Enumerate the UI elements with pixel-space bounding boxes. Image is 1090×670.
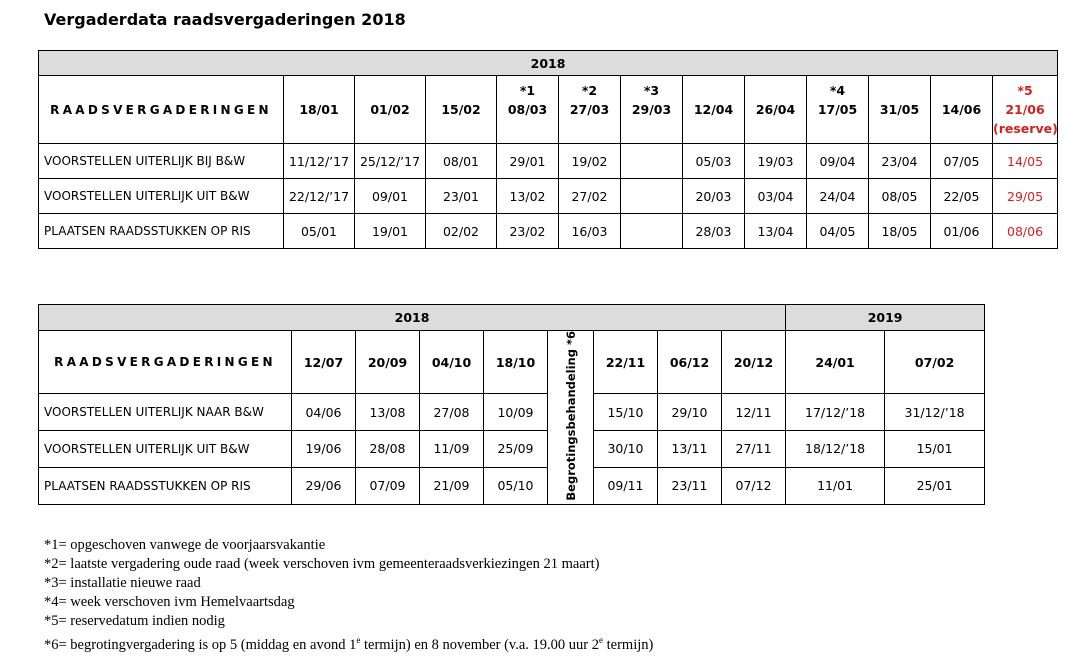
table-cell: 12/11	[722, 394, 786, 431]
footnote-6-part: termijn)	[603, 636, 654, 653]
footnote-6	[44, 631, 653, 655]
table-cell: 15/01	[885, 431, 985, 468]
footnote-marker: *2	[581, 83, 598, 98]
table-cell	[621, 214, 683, 249]
meeting-date-header	[426, 76, 497, 144]
footnote-marker	[745, 81, 806, 100]
table-cell: 14/05	[993, 144, 1058, 179]
vertical-label: Begrotingsbehandeling *6	[563, 331, 578, 501]
meeting-date: 15/02	[441, 102, 481, 117]
footnote-3: *3= installatie nieuwe raad	[44, 575, 201, 591]
table-cell: 09/11	[594, 467, 658, 504]
header-label: RAADSVERGADERINGEN	[39, 331, 292, 394]
table-cell: 22/05	[931, 179, 993, 214]
schedule-table-2018-second-half	[38, 304, 985, 505]
table-cell: 27/11	[722, 431, 786, 468]
footnotes	[44, 536, 653, 655]
table-cell: 24/04	[807, 179, 869, 214]
table-cell: 13/02	[497, 179, 559, 214]
meeting-date-header	[993, 76, 1058, 144]
table-cell: 25/01	[885, 467, 985, 504]
footnote-marker	[869, 81, 930, 100]
footnote-marker	[284, 81, 354, 100]
reserve-label	[497, 119, 558, 138]
footnote-marker: *3	[643, 83, 660, 98]
table-cell: 07/05	[931, 144, 993, 179]
table-cell: 03/04	[745, 179, 807, 214]
table-cell: 28/08	[356, 431, 420, 468]
meeting-date: 08/03	[507, 102, 548, 117]
meeting-date: 18/01	[299, 102, 339, 117]
table-cell: 22/12/’17	[284, 179, 355, 214]
row-label: VOORSTELLEN UITERLIJK BIJ B&W	[39, 144, 284, 179]
footnote-marker	[931, 81, 992, 100]
meeting-date: 26/04	[755, 102, 796, 117]
footnote-marker	[683, 81, 744, 100]
table-cell: 28/03	[683, 214, 745, 249]
page-title: Vergaderdata raadsvergaderingen 2018	[44, 10, 406, 29]
table-cell: 07/12	[722, 467, 786, 504]
meeting-date: 01/02	[370, 102, 410, 117]
table-cell: 18/05	[869, 214, 931, 249]
table-cell: 23/04	[869, 144, 931, 179]
meeting-date: 27/03	[569, 102, 610, 117]
footnote-2: *2= laatste vergadering oude raad (week verschoven ivm gemeenteraadsverkiezingen 21 maart)	[44, 556, 600, 572]
table-cell: 09/01	[355, 179, 426, 214]
table-row	[39, 144, 1058, 179]
table-cell: 04/06	[292, 394, 356, 431]
table-cell: 15/10	[594, 394, 658, 431]
row-label: VOORSTELLEN UITERLIJK NAAR B&W	[39, 394, 292, 431]
table-cell: 29/06	[292, 467, 356, 504]
meeting-date-header	[355, 76, 426, 144]
meeting-date: 24/01	[786, 331, 885, 394]
footnote-marker	[426, 81, 496, 100]
table-cell: 08/05	[869, 179, 931, 214]
table-cell: 17/12/’18	[786, 394, 885, 431]
table-row	[39, 214, 1058, 249]
superscript: e	[356, 635, 361, 645]
meeting-date-header	[931, 76, 993, 144]
meeting-date-header	[284, 76, 355, 144]
year-band: 2018	[39, 51, 1058, 76]
meeting-date-header	[559, 76, 621, 144]
meeting-date-header	[497, 76, 559, 144]
table-cell: 13/04	[745, 214, 807, 249]
reserve-label	[284, 119, 354, 138]
table-cell: 13/08	[356, 394, 420, 431]
meeting-date: 06/12	[658, 331, 722, 394]
meeting-date: 22/11	[594, 331, 658, 394]
table-cell: 29/01	[497, 144, 559, 179]
meeting-date: 12/07	[292, 331, 356, 394]
table-cell: 11/01	[786, 467, 885, 504]
footnote-marker: *4	[829, 83, 846, 98]
meeting-date: 21/06	[1005, 102, 1045, 117]
reserve-label	[931, 119, 992, 138]
table-cell	[621, 144, 683, 179]
reserve-label	[869, 119, 930, 138]
table-cell: 11/09	[420, 431, 484, 468]
table-cell: 19/02	[559, 144, 621, 179]
table-row	[39, 394, 985, 431]
table-cell: 16/03	[559, 214, 621, 249]
row-label: PLAATSEN RAADSSTUKKEN OP RIS	[39, 467, 292, 504]
table-cell: 05/01	[284, 214, 355, 249]
table-cell: 27/08	[420, 394, 484, 431]
meeting-date: 14/06	[941, 102, 982, 117]
table-cell: 23/11	[658, 467, 722, 504]
row-label: VOORSTELLEN UITERLIJK UIT B&W	[39, 431, 292, 468]
row-label: PLAATSEN RAADSSTUKKEN OP RIS	[39, 214, 284, 249]
table-cell	[621, 179, 683, 214]
footnote-6-part: termijn) en 8 november (v.a. 19.00 uur 2	[360, 636, 600, 653]
meeting-date-header	[869, 76, 931, 144]
table-row	[39, 431, 985, 468]
table-cell: 10/09	[484, 394, 548, 431]
meeting-date-header	[683, 76, 745, 144]
table-cell: 29/05	[993, 179, 1058, 214]
reserve-label	[807, 119, 868, 138]
table-cell: 20/03	[683, 179, 745, 214]
reserve-label	[355, 119, 425, 138]
table-cell: 21/09	[420, 467, 484, 504]
table-cell: 05/03	[683, 144, 745, 179]
budget-session-column	[548, 331, 594, 505]
table-cell: 19/01	[355, 214, 426, 249]
table-cell: 08/01	[426, 144, 497, 179]
table-cell: 27/02	[559, 179, 621, 214]
table-cell: 02/02	[426, 214, 497, 249]
table-cell: 23/01	[426, 179, 497, 214]
meeting-date-header	[745, 76, 807, 144]
footnote-marker: *1	[519, 83, 536, 98]
footnote-5: *5= reservedatum indien nodig	[44, 613, 225, 629]
year-band-2019: 2019	[786, 305, 985, 331]
meeting-date: 29/03	[631, 102, 672, 117]
meeting-date: 04/10	[420, 331, 484, 394]
table-cell: 07/09	[356, 467, 420, 504]
meeting-date: 17/05	[817, 102, 858, 117]
footnote-6-part: *6= begrotingvergadering is op 5 (middag en avond 1	[44, 636, 357, 653]
year-band-2018: 2018	[39, 305, 786, 331]
table-cell: 31/12/’18	[885, 394, 985, 431]
table-cell: 09/04	[807, 144, 869, 179]
table-cell: 11/12/’17	[284, 144, 355, 179]
meeting-date: 31/05	[879, 102, 920, 117]
superscript: e	[599, 635, 604, 645]
table-cell: 08/06	[993, 214, 1058, 249]
reserve-label	[621, 119, 682, 138]
meeting-date: 07/02	[885, 331, 985, 394]
reserve-label: (reserve)	[993, 121, 1058, 136]
table-cell: 23/02	[497, 214, 559, 249]
table-cell: 25/09	[484, 431, 548, 468]
reserve-label	[683, 119, 744, 138]
footnote-marker	[355, 81, 425, 100]
schedule-table-2018-first-half	[38, 50, 1058, 249]
meeting-date: 20/12	[722, 331, 786, 394]
footnote-4: *4= week verschoven ivm Hemelvaartsdag	[44, 594, 295, 610]
meeting-date-header	[621, 76, 683, 144]
table-cell: 18/12/’18	[786, 431, 885, 468]
table-cell: 19/06	[292, 431, 356, 468]
footnote-marker: *5	[1017, 83, 1033, 98]
table-cell: 30/10	[594, 431, 658, 468]
header-label: RAADSVERGADERINGEN	[39, 76, 284, 144]
row-label: VOORSTELLEN UITERLIJK UIT B&W	[39, 179, 284, 214]
meeting-date: 18/10	[484, 331, 548, 394]
meeting-date-header	[807, 76, 869, 144]
table-cell: 05/10	[484, 467, 548, 504]
header-row	[39, 331, 985, 394]
table-cell: 19/03	[745, 144, 807, 179]
table-cell: 29/10	[658, 394, 722, 431]
meeting-date: 20/09	[356, 331, 420, 394]
table-cell: 25/12/’17	[355, 144, 426, 179]
footnote-1: *1= opgeschoven vanwege de voorjaarsvakantie	[44, 537, 326, 553]
meeting-date: 12/04	[693, 102, 734, 117]
table-cell: 01/06	[931, 214, 993, 249]
reserve-label	[426, 119, 496, 138]
table-row	[39, 179, 1058, 214]
reserve-label	[559, 119, 620, 138]
table-row	[39, 467, 985, 504]
reserve-label	[745, 119, 806, 138]
table-cell: 13/11	[658, 431, 722, 468]
table-cell: 04/05	[807, 214, 869, 249]
